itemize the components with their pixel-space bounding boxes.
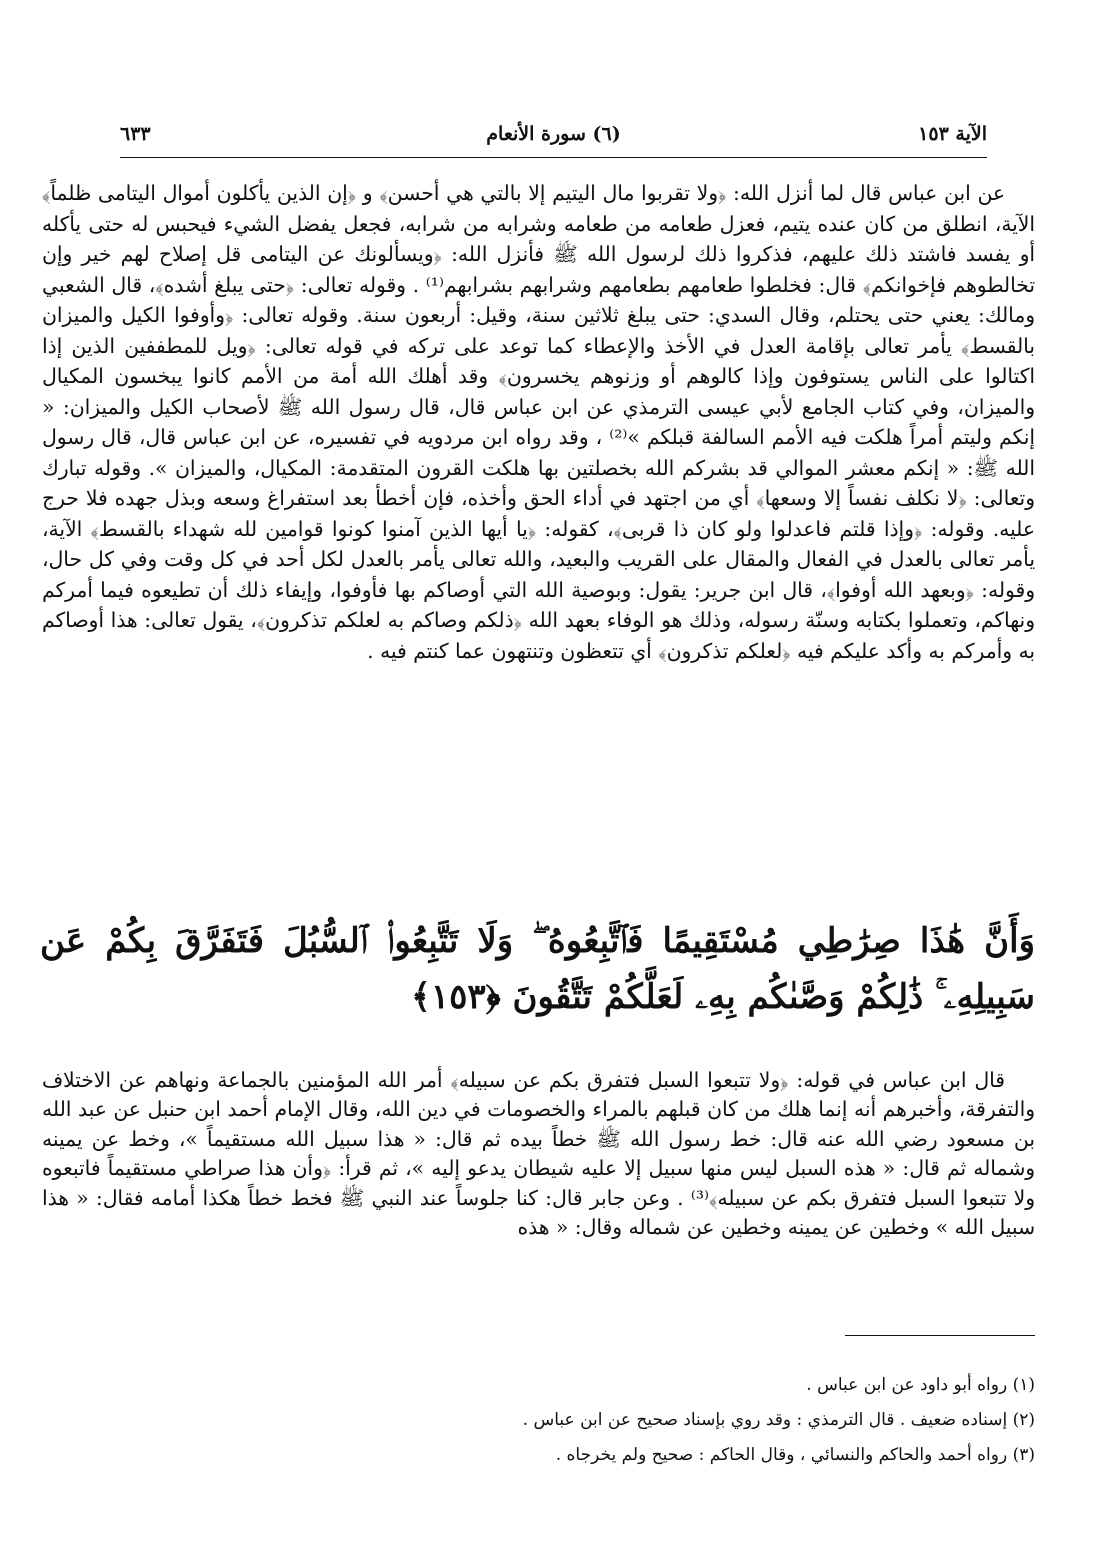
commentary-paragraph: عن ابن عباس قال لما أنزل الله: ﴿ولا تقربوا مال اليتيم إلا بالتي هي أحسن﴾ و ﴿إن الذين يأكلون أموال اليتامى ظلماً﴾ الآية، انطلق من كان عنده يتيم، فعزل طعامه من طعامه وشرابه من شرابه، فجعل يفضل الشيء فيحبس له حتى يأكله أو يفسد فاشتد ذلك عليهم، فذكروا ذلك لرسول الله ﷺ فأنزل الله: ﴿ويسألونك عن اليتامى قل إصلاح لهم خير وإن تخالطوهم فإخوانكم﴾ قال: فخلطوا طعامهم بطعامهم وشرابهم بشرابهم⁽¹⁾ . وقوله تعالى: ﴿حتى يبلغ أشده﴾، قال الشعبي ومالك: يعني حتى يحتلم، وقال السدي: حتى يبلغ ثلاثين سنة، وقيل: أربعون سنة. وقوله تعالى: ﴿وأوفوا الكيل والميزان بالقسط﴾ يأمر تعالى بإقامة العدل في الأخذ والإعطاء كما توعد على تركه في قوله تعالى: ﴿ويل للمطففين الذين إذا اكتالوا على الناس يستوفون وإذا كالوهم أو وزنوهم يخسرون﴾ وقد أهلك الله أمة من الأمم كانوا يبخسون المكيال والميزان، وفي كتاب الجامع لأبي عيسى الترمذي عن ابن عباس قال، قال رسول الله ﷺ لأصحاب الكيل والميزان: « إنكم وليتم أمراً هلكت فيه الأمم السالفة قبلكم »⁽²⁾ ، وقد رواه ابن مردويه في تفسيره، عن ابن عباس قال، قال رسول الله ﷺ: « إنكم معشر الموالي قد بشركم الله بخصلتين بها هلكت القرون المتقدمة: المكيال، والميزان ». وقوله تبارك وتعالى: ﴿لا نكلف نفساً إلا وسعها﴾ أي من اجتهد في أداء الحق وأخذه، فإن أخطأ بعد استفراغ وسعه وبذل جهده فلا حرج عليه. وقوله: ﴿وإذا قلتم فاعدلوا ولو كان ذا قربى﴾، كقوله: ﴿يا أيها الذين آمنوا كونوا قوامين لله شهداء بالقسط﴾ الآية، يأمر تعالى بالعدل في الفعال والمقال على القريب والبعيد، والله تعالى يأمر بالعدل لكل أحد في كل وقت وفي كل حال، وقوله: ﴿وبعهد الله أوفوا﴾، قال ابن جرير: يقول: وبوصية الله التي أوصاكم بها فأوفوا، وإيفاء ذلك أن تطيعوه فيما أمركم ونهاكم، وتعملوا بكتابه وسنّة رسوله، وذلك هو الوفاء بعهد الله ﴿ذلكم وصاكم به لعلكم تذكرون﴾، يقول تعالى: هذا أوصاكم به وأمركم به وأكد عليكم فيه ﴿لعلكم تذكرون﴾ أي تتعظون وتنتهون عما كنتم فيه . — [42, 181, 1035, 663]
footnotes — [42, 1368, 1035, 1473]
surah-title: (٦) سورة الأنعام — [486, 123, 621, 145]
footnote-1: (١) رواه أبو داود عن ابن عباس . — [806, 1375, 1035, 1395]
commentary-block-1 — [42, 178, 1035, 666]
footnote-3: (٣) رواه أحمد والحاكم والنسائي ، وقال الحاكم : صحيح ولم يخرجاه . — [555, 1445, 1035, 1465]
commentary-block-2 — [42, 1066, 1035, 1242]
verse-label: الآية ١٥٣ — [918, 123, 987, 145]
quran-verse: وَأَنَّ هَٰذَا صِرَٰطِي مُسْتَقِيمًا فَٱتَّبِعُوهُ ۖ وَلَا تَتَّبِعُوا۟ ٱلسُّبُلَ فَتَفَرَّقَ بِكُمْ عَن سَبِيلِهِۦ ۚ ذَٰلِكُمْ وَصَّىٰكُم بِهِۦ لَعَلَّكُمْ تَتَّقُونَ ﴿١٥٣﴾ — [40, 921, 1035, 1017]
page-number: ٦٣٣ — [120, 123, 151, 145]
footnote-2: (٢) إسناده ضعيف . قال الترمذي : وقد روي بإسناد صحيح عن ابن عباس . — [522, 1410, 1035, 1430]
commentary-paragraph: قال ابن عباس في قوله: ﴿ولا تتبعوا السبل فتفرق بكم عن سبيله﴾ أمر الله المؤمنين بالجماعة ونهاهم عن الاختلاف والتفرقة، وأخبرهم أنه إنما هلك من كان قبلهم بالمراء والخصومات في دين الله، وقال الإمام أحمد ابن حنبل عن عبد الله بن مسعود رضي الله عنه قال: خط رسول الله ﷺ خطاً بيده ثم قال: « هذا سبيل الله مستقيماً »، وخط عن يمينه وشماله ثم قال: « هذه السبل ليس منها سبيل إلا عليه شيطان يدعو إليه »، ثم قرأ: ﴿وأن هذا صراطي مستقيماً فاتبعوه ولا تتبعوا السبل فتفرق بكم عن سبيله﴾⁽³⁾ . وعن جابر قال: كنا جلوساً عند النبي ﷺ فخط خطاً هكذا أمامه فقال: « هذا سبيل الله » وخطين عن يمينه وخطين عن شماله وقال: « هذه — [42, 1068, 1035, 1240]
header-rule — [120, 157, 987, 158]
page-header — [120, 118, 987, 150]
footnote-rule — [845, 1335, 1035, 1336]
